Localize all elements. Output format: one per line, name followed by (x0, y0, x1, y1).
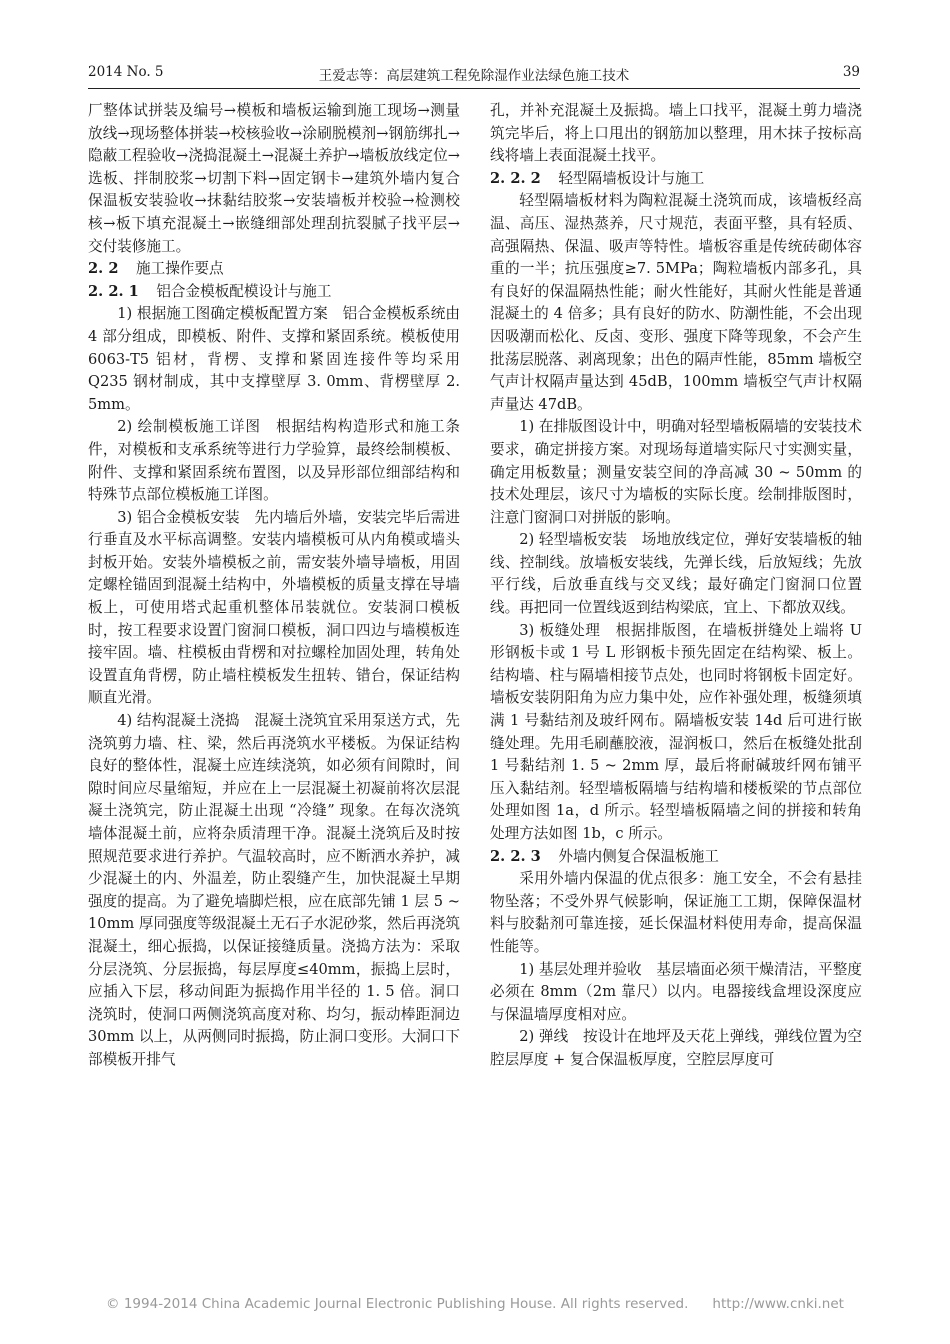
journal-issue: 2014 No. 5 (88, 64, 164, 80)
body-paragraph: 4) 结构混凝土浇捣 混凝土浇筑宜采用泵送方式，先浇筑剪力墙、柱、梁，然后再浇筑水平楼板。为保证结构良好的整体性，混凝土应连续浇筑，如必须有间隙时，间隙时间应尽量缩短，并应在上一层混凝土初凝前将次层混凝土浇筑完，防止混凝土出现 “冷缝” 现象。在每次浇筑墙体混凝土前，应将杂质清理干净。混凝土浇筑后及时按照规范要求进行养护。气温较高时，应不断洒水养护，减少混凝土的内、外温差，防止裂缝产生，加快混凝土早期强度的提高。为了避免墙脚烂根，应在底部先铺 1 层 5 ~ 10mm 厚同强度等级混凝土无石子水泥砂浆，然后再浇筑混凝土，细心振捣，以保证接缝质量。浇捣方法为：采取分层浇筑、分层振捣，每层厚度≤40mm，振捣上层时，应插入下层，移动间距为振捣作用半径的 1. 5 倍。洞口浇筑时，使洞口两侧浇筑高度对称、均匀，振动棒距洞边 30mm 以上，从两侧同时振捣，防止洞口变形。大洞口下部模板开排气 (88, 712, 460, 1068)
body-paragraph: 3) 铝合金模板安装 先内墙后外墙，安装完毕后需进行垂直及水平标高调整。安装内墙模板可从内角模或墙头封板开始。安装外墙模板之前，需安装外墙导墙板，用固定螺栓锚固到混凝土结构中，外墙模板的质量支撑在导墙板上，可使用塔式起重机整体吊装就位。安装洞口模板时，按工程要求设置门窗洞口模板，洞口四边与墙模板连接牢固。墙、柱模板由背楞和对拉螺栓加固处理，转角处设置直角背楞，防止墙柱模板发生扭转、错台，保证结构顺直光滑。 (88, 508, 460, 707)
section-number: 2. 2. 1 (88, 282, 139, 300)
section-heading (490, 846, 862, 869)
section-heading (88, 258, 460, 281)
section-title: 轻型隔墙板设计与施工 (558, 169, 705, 187)
section-title: 铝合金模板配模设计与施工 (156, 282, 332, 300)
section-heading (490, 168, 862, 191)
body-paragraph: 1) 在排版图设计中，明确对轻型墙板隔墙的安装技术要求，确定拼接方案。对现场每道墙实际尺寸实测实量，确定用板数量；测量安装空间的净高减 30 ~ 50mm 的技术处理层，该尺寸为墙板的实际长度。绘制排版图时，注意门窗洞口对拼版的影响。 (490, 418, 862, 526)
section-number: 2. 2 (88, 260, 119, 278)
right-column (490, 100, 862, 1072)
left-column (88, 100, 460, 1072)
section-title: 施工操作要点 (136, 260, 224, 278)
running-header (88, 62, 860, 89)
copyright-text: © 1994-2014 China Academic Journal Electronic Publishing House. All rights reserved. (106, 1296, 689, 1312)
section-title: 外墙内侧复合保温板施工 (558, 847, 719, 865)
page-number: 39 (842, 64, 860, 80)
section-number: 2. 2. 2 (490, 169, 541, 187)
body-paragraph: 孔，并补充混凝土及振捣。墙上口找平，混凝土剪力墙浇筑完毕后，将上口甩出的钢筋加以整理，用木抹子按标高线将墙上表面混凝土找平。 (490, 102, 862, 165)
section-number: 2. 2. 3 (490, 847, 541, 865)
body-paragraph: 厂整体试拼装及编号→模板和墙板运输到施工现场→测量放线→现场整体拼装→校核验收→涂刷脱模剂→钢筋绑扎→隐蔽工程验收→浇捣混凝土→混凝土养护→墙板放线定位→选板、拌制胶浆→切割下料→固定钢卡→建筑外墙内复合保温板安装验收→抹黏结胶浆→安装墙板并校验→检测校核→板下填充混凝土→嵌缝细部处理刮抗裂腻子找平层→交付装修施工。 (88, 102, 460, 255)
copyright-footer (0, 1296, 950, 1312)
body-paragraph: 轻型隔墙板材料为陶粒混凝土浇筑而成，该墙板经高温、高压、湿热蒸养，尺寸规范，表面平整，具有轻质、高强隔热、保温、吸声等特性。墙板容重是传统砖砌体容重的一半；抗压强度≥7. 5MPa；陶粒墙板内部多孔，具有良好的保温隔热性能；耐火性能好，其耐火性能是普通混凝土的 4 倍多；具有良好的防水、防潮性能，不会出现因吸潮而松化、反卤、变形、强度下降等现象，不会产生批荡层脱落、剥离现象；出色的隔声性能，85mm 墙板空气声计权隔声量达到 45dB，100mm 墙板空气声计权隔声量达 47dB。 (490, 192, 862, 413)
body-paragraph: 2) 轻型墙板安装 场地放线定位，弹好安装墙板的轴线、控制线。放墙板安装线，先弹长线，后放短线；先放平行线，后放垂直线与交叉线；最好确定门窗洞口位置线。再把同一位置线返到结构梁底，宜上、下都放双线。 (490, 531, 862, 617)
section-heading (88, 281, 460, 304)
body-paragraph: 采用外墙内保温的优点很多：施工安全，不会有悬挂物坠落；不受外界气候影响，保证施工工期，保障保温材料与胶黏剂可靠连接，延长保温材料使用寿命，提高保温性能等。 (490, 870, 862, 955)
body-paragraph: 2) 弹线 按设计在地坪及天花上弹线，弹线位置为空腔层厚度 + 复合保温板厚度，空腔层厚度可 (490, 1028, 862, 1068)
body-paragraph: 3) 板缝处理 根据排版图，在墙板拼缝处上端将 U 形钢板卡或 1 号 L 形钢板卡预先固定在结构梁、板上。结构墙、柱与隔墙相接节点处，也同时将钢板卡固定好。墙板安装阴阳角为应力集中处，应作补强处理，板缝须填满 1 号黏结剂及玻纤网布。隔墙板安装 14d 后可进行嵌缝处理。先用毛刷蘸胶液，湿润板口，然后在板缝处批刮 1 号黏结剂 1. 5 ~ 2mm 厚，最后将耐碱玻纤网布铺平压入黏结剂。轻型墙板隔墙与结构墙和楼板梁的节点部位处理如图 1a，d 所示。轻型墙板隔墙之间的拼接和转角处理方法如图 1b，c 所示。 (490, 621, 862, 842)
running-title: 王爱志等：高层建筑工程免除湿作业法绿色施工技术 (318, 68, 630, 84)
body-paragraph: 1) 根据施工图确定模板配置方案 铝合金模板系统由 4 部分组成，即模板、附件、支撑和紧固系统。模板使用 6063-T5 铝材，背楞、支撑和紧固连接件等均采用 Q235 钢材制成，其中支撑壁厚 3. 0mm、背楞壁厚 2. 5mm。 (88, 305, 460, 413)
body-paragraph: 1) 基层处理并验收 基层墙面必须干燥清洁，平整度必须在 8mm（2m 靠尺）以内。电器接线盒埋设深度应与保温墙厚度相对应。 (490, 960, 862, 1023)
cnki-link[interactable]: http://www.cnki.net (712, 1296, 844, 1312)
body-paragraph: 2) 绘制模板施工详图 根据结构构造形式和施工条件，对模板和支承系统等进行力学验算，最终绘制模板、附件、支撑和紧固系统布置图，以及异形部位细部结构和特殊节点部位模板施工详图。 (88, 418, 460, 504)
